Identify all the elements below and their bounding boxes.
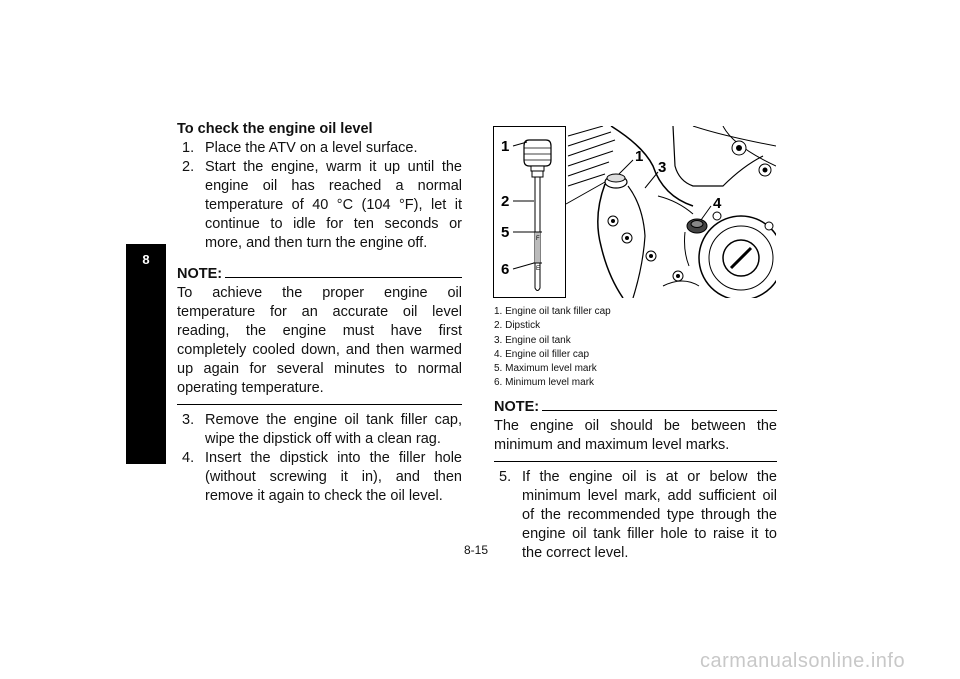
step-number: 5. (499, 469, 512, 485)
step-2 (177, 158, 462, 253)
step-4 (177, 449, 462, 506)
note-header (494, 398, 777, 417)
note-rule (225, 277, 462, 278)
right-column (494, 398, 777, 563)
step-text: Start the engine, warm it up until the engine oil has reached a normal temperature of 40 °C (104 °F), let it continue to idle for ten seconds or more, and then turn the engine off. (205, 159, 462, 251)
caption-item: 1. Engine oil tank filler cap (494, 306, 611, 317)
min-mark-e: E (536, 266, 541, 272)
step-text: Insert the dipstick into the filler hole (without screwing it in), and then remove it again to check the oil level. (205, 450, 462, 504)
step-number: 3. (182, 412, 195, 428)
caption-item: 5. Maximum level mark (494, 363, 597, 375)
caption-item: 2. Dipstick (494, 320, 541, 332)
caption-item: 3. Engine oil tank (494, 334, 571, 346)
callout-2-dipstick: 2 (501, 193, 510, 210)
step-text: If the engine oil is at or below the minimum level mark, add sufficient oil of the recommended type through the engine oil tank filler hole to raise it to the correct level. (522, 469, 777, 561)
note-end-rule (494, 461, 777, 462)
step-text: Place the ATV on a level surface. (205, 140, 418, 156)
step-5 (494, 468, 777, 563)
note-label: NOTE: (177, 266, 223, 282)
step-1 (177, 139, 462, 158)
step-number: 1. (182, 140, 195, 156)
dipstick-illustration (494, 127, 566, 298)
section-heading: To check the engine oil level (177, 121, 373, 137)
callout-6-min: 6 (501, 261, 510, 278)
callout-1-tank-cap: 1 (635, 148, 644, 165)
chapter-tab (126, 244, 166, 464)
callout-3-tank: 3 (658, 159, 667, 176)
max-mark-f: F (536, 236, 540, 242)
callout-5-max: 5 (501, 224, 510, 241)
caption-item: 6. Minimum level mark (494, 377, 595, 389)
watermark: carmanualsonline.info (700, 650, 906, 672)
note-text: To achieve the proper engine oil temperature for an accurate oil level reading, the engine must have first completely cooled down, and then warmed up again for several minutes to normal operating temperature. (177, 285, 462, 396)
page-number: 8-15 (464, 543, 489, 557)
note-end-rule (177, 404, 462, 405)
note-rule (542, 410, 777, 411)
callout-1-cap: 1 (501, 138, 510, 155)
engine-illustration (566, 126, 776, 298)
note-label: NOTE: (494, 399, 540, 415)
left-column (177, 120, 462, 506)
engine-oil-figure (493, 126, 776, 298)
caption-item: 4. Engine oil filler cap (494, 348, 590, 360)
note-text: The engine oil should be between the minimum and maximum level marks. (494, 418, 777, 453)
step-3 (177, 411, 462, 449)
step-number: 4. (182, 450, 195, 466)
step-number: 2. (182, 159, 195, 175)
step-text: Remove the engine oil tank filler cap, wipe the dipstick off with a clean rag. (205, 412, 462, 447)
figure-captions (494, 305, 774, 391)
note-header (177, 265, 462, 284)
chapter-number: 8 (142, 252, 150, 267)
callout-4-filler-cap: 4 (713, 195, 722, 212)
